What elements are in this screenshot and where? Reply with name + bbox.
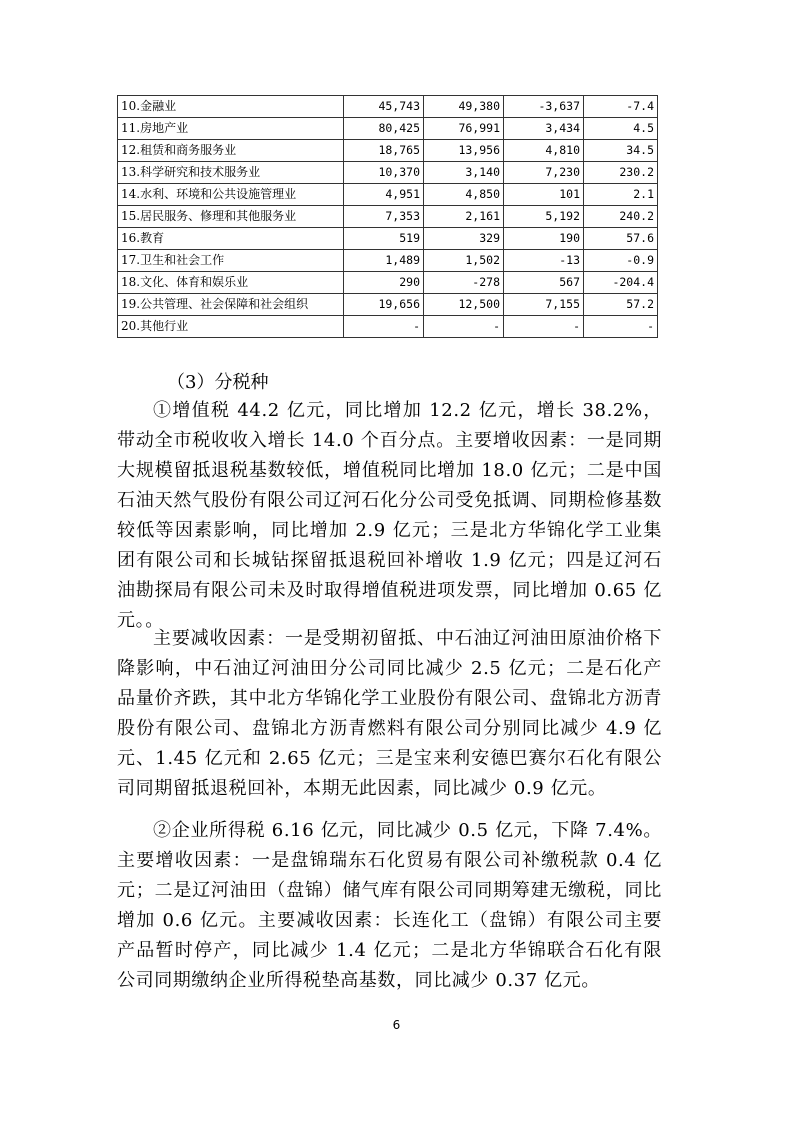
value-cell: 329: [424, 228, 504, 250]
value-cell: 57.6: [584, 228, 658, 250]
industry-name-cell: 19.公共管理、社会保障和社会组织: [118, 294, 344, 316]
value-cell: -: [584, 316, 658, 338]
value-cell: 4.5: [584, 118, 658, 140]
value-cell: 49,380: [424, 96, 504, 118]
table-row: [118, 162, 658, 184]
value-cell: 12,500: [424, 294, 504, 316]
value-cell: 7,230: [504, 162, 584, 184]
value-cell: 18,765: [344, 140, 424, 162]
industry-name-cell: 13.科学研究和技术服务业: [118, 162, 344, 184]
table-row: [118, 228, 658, 250]
industry-tax-table-body: [118, 96, 658, 338]
value-cell: 240.2: [584, 206, 658, 228]
table-row: [118, 294, 658, 316]
value-cell: -: [424, 316, 504, 338]
value-cell: 57.2: [584, 294, 658, 316]
value-cell: 7,155: [504, 294, 584, 316]
value-cell: 10,370: [344, 162, 424, 184]
value-cell: -: [344, 316, 424, 338]
table-row: [118, 272, 658, 294]
value-cell: -: [504, 316, 584, 338]
value-cell: 4,810: [504, 140, 584, 162]
value-cell: -278: [424, 272, 504, 294]
value-cell: -13: [504, 250, 584, 272]
industry-name-cell: 14.水利、环境和公共设施管理业: [118, 184, 344, 206]
value-cell: 76,991: [424, 118, 504, 140]
value-cell: -0.9: [584, 250, 658, 272]
value-cell: 1,489: [344, 250, 424, 272]
value-cell: 19,656: [344, 294, 424, 316]
value-cell: 3,140: [424, 162, 504, 184]
value-cell: 190: [504, 228, 584, 250]
table-row: [118, 250, 658, 272]
page-number: 6: [392, 1018, 401, 1032]
value-cell: 290: [344, 272, 424, 294]
value-cell: -3,637: [504, 96, 584, 118]
industry-name-cell: 20.其他行业: [118, 316, 344, 338]
industry-name-cell: 11.房地产业: [118, 118, 344, 140]
paragraph-vat-decrease-factors: 主要减收因素：一是受期初留抵、中石油辽河油田原油价格下降影响，中石油辽河油田分公司同比减少 2.5 亿元；二是石化产品量价齐跌，其中北方华锦化学工业股份有限公司、盘锦北方沥青股份有限公司、盘锦北方沥青燃料有限公司分别同比减少 4.9 亿元、1.45 亿元和 2.65 亿元；三是宝来利安德巴赛尔石化有限公司同期留抵退税回补，本期无此因素，同比减少 0.9 亿元。: [117, 628, 662, 799]
value-cell: 2.1: [584, 184, 658, 206]
value-cell: 2,161: [424, 206, 504, 228]
value-cell: 5,192: [504, 206, 584, 228]
section-heading-by-tax-type: （3）分税种: [167, 372, 269, 393]
industry-name-cell: 15.居民服务、修理和其他服务业: [118, 206, 344, 228]
industry-name-cell: 18.文化、体育和娱乐业: [118, 272, 344, 294]
value-cell: 45,743: [344, 96, 424, 118]
value-cell: 13,956: [424, 140, 504, 162]
value-cell: -204.4: [584, 272, 658, 294]
industry-name-cell: 12.租赁和商务服务业: [118, 140, 344, 162]
industry-name-cell: 10.金融业: [118, 96, 344, 118]
value-cell: 4,951: [344, 184, 424, 206]
value-cell: 101: [504, 184, 584, 206]
paragraph-vat: ①增值税 44.2 亿元，同比增加 12.2 亿元，增长 38.2%，带动全市税收收入增长 14.0 个百分点。主要增收因素：一是同期大规模留抵退税基数较低，增值税同比增加 18.0 亿元；二是中国石油天然气股份有限公司辽河石化分公司受免抵调、同期检修基数较低等因素影响，同比增加 2.9 亿元；三是北方华锦化学工业集团有限公司和长城钻探留抵退税回补增收 1.9 亿元；四是辽河石油勘探局有限公司未及时取得增值税进项发票，同比增加 0.65 亿元。。: [117, 400, 662, 631]
value-cell: 567: [504, 272, 584, 294]
value-cell: -7.4: [584, 96, 658, 118]
paragraph-corporate-income-tax: ②企业所得税 6.16 亿元，同比减少 0.5 亿元，下降 7.4%。主要增收因素：一是盘锦瑞东石化贸易有限公司补缴税款 0.4 亿元；二是辽河油田（盘锦）储气库有限公司同期筹建无缴税，同比增加 0.6 亿元。主要减收因素：长连化工（盘锦）有限公司主要产品暂时停产，同比减少 1.4 亿元；二是北方华锦联合石化有限公司同期缴纳企业所得税垫高基数，同比减少 0.37 亿元。: [117, 820, 662, 991]
value-cell: 230.2: [584, 162, 658, 184]
industry-name-cell: 16.教育: [118, 228, 344, 250]
value-cell: 1,502: [424, 250, 504, 272]
value-cell: 4,850: [424, 184, 504, 206]
table-row: [118, 118, 658, 140]
value-cell: 34.5: [584, 140, 658, 162]
value-cell: 7,353: [344, 206, 424, 228]
table-row: [118, 206, 658, 228]
table-row: [118, 140, 658, 162]
table-row: [118, 184, 658, 206]
value-cell: 3,434: [504, 118, 584, 140]
table-row: [118, 96, 658, 118]
value-cell: 519: [344, 228, 424, 250]
industry-tax-table: [117, 95, 658, 338]
value-cell: 80,425: [344, 118, 424, 140]
industry-name-cell: 17.卫生和社会工作: [118, 250, 344, 272]
table-row: [118, 316, 658, 338]
